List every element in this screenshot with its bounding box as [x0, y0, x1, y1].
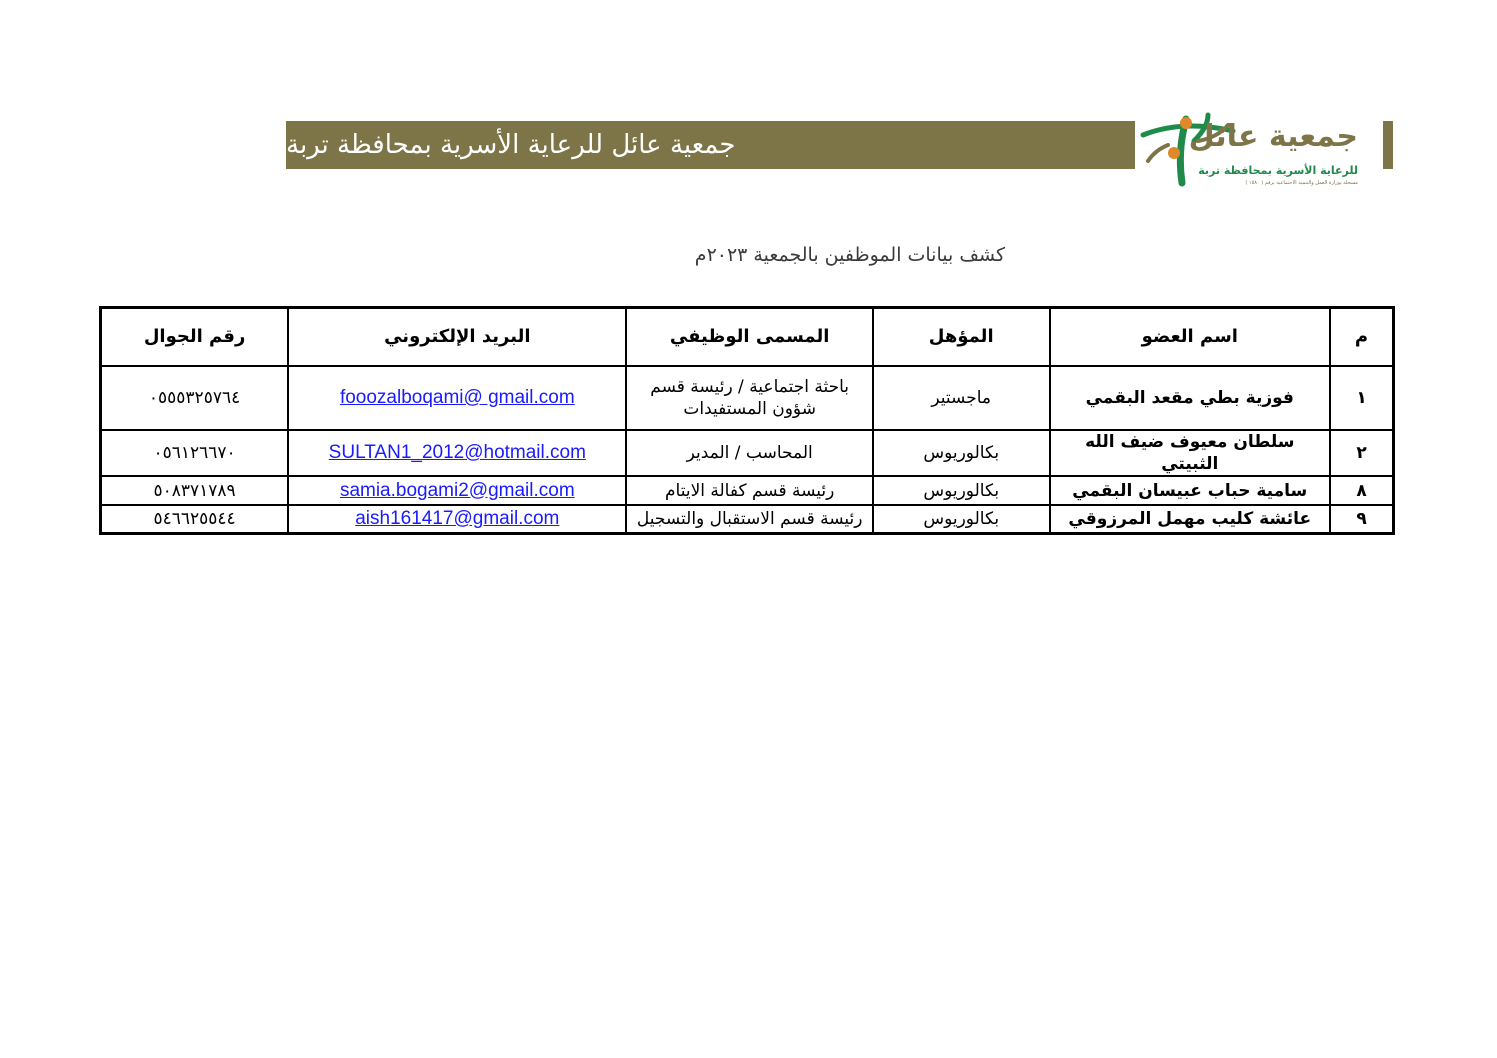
row-name: عائشة كليب مهمل المرزوقي: [1050, 505, 1331, 534]
row-email-cell: [288, 366, 626, 430]
header-email: البريد الإلكتروني: [288, 308, 626, 367]
header-name: اسم العضو: [1050, 308, 1331, 367]
table-row: [101, 430, 1394, 476]
row-job-title: رئيسة قسم كفالة الايتام: [626, 476, 872, 505]
header-title: جمعية عائل للرعاية الأسرية بمحافظة تربة: [286, 130, 736, 160]
logo-subtitle: للرعاية الأسرية بمحافظة تربة: [1198, 164, 1358, 177]
header-num: م: [1330, 308, 1393, 367]
logo-registration: مسجلة بوزارة العمل والتنمية الاجتماعية برقم ( ١٥٨٠ ): [1245, 180, 1358, 186]
row-job-title: رئيسة قسم الاستقبال والتسجيل: [626, 505, 872, 534]
row-qualification: بكالوريوس: [873, 505, 1050, 534]
row-phone: ٥٤٦٦٢٥٥٤٤: [101, 505, 289, 534]
staff-table: [99, 306, 1395, 535]
row-email-link[interactable]: SULTAN1_2012@hotmail.com: [328, 442, 586, 463]
row-name: سامية حباب عبيسان البقمي: [1050, 476, 1331, 505]
logo-strip: [1383, 121, 1393, 169]
row-email-link[interactable]: aish161417@gmail.com: [355, 508, 560, 529]
logo-name: جمعية عائل: [1188, 119, 1358, 154]
row-job-title-line2: شؤون المستفيدات: [683, 399, 816, 419]
table-row: [101, 505, 1394, 534]
table-header-row: [101, 308, 1394, 367]
row-email-cell: [288, 476, 626, 505]
row-num: ٨: [1330, 476, 1393, 505]
row-job-title: المحاسب / المدير: [626, 430, 872, 476]
row-phone: ٥٠٨٣٧١٧٨٩: [101, 476, 289, 505]
row-qualification: بكالوريوس: [873, 476, 1050, 505]
header-qualification: المؤهل: [873, 308, 1050, 367]
row-name: فوزية بطي مقعد البقمي: [1050, 366, 1331, 430]
row-email-link[interactable]: samia.bogami2@gmail.com: [339, 479, 575, 501]
row-email-cell: [288, 430, 626, 476]
header-phone: رقم الجوال: [101, 308, 289, 367]
row-num: ٢: [1330, 430, 1393, 476]
row-job-title-line1: باحثة اجتماعية / رئيسة قسم: [650, 377, 850, 397]
row-num: ٩: [1330, 505, 1393, 534]
row-job-title: [626, 366, 872, 430]
table-row: [101, 476, 1394, 505]
row-qualification: ماجستير: [873, 366, 1050, 430]
row-email-cell: [288, 505, 626, 534]
row-phone: ٠٥٥٥٣٢٥٧٦٤: [101, 366, 289, 430]
table-row: [101, 366, 1394, 430]
document-subtitle: كشف بيانات الموظفين بالجمعية ٢٠٢٣م: [694, 244, 1005, 266]
row-phone: ٠٥٦١٢٦٦٧٠: [101, 430, 289, 476]
row-num: ١: [1330, 366, 1393, 430]
row-name: سلطان معيوف ضيف الله الثبيتي: [1050, 430, 1331, 476]
header-bar: [286, 121, 1135, 169]
header-job-title: المسمى الوظيفي: [626, 308, 872, 367]
row-email-link[interactable]: fooozalboqami@ gmail.com: [339, 387, 575, 408]
row-qualification: بكالوريوس: [873, 430, 1050, 476]
